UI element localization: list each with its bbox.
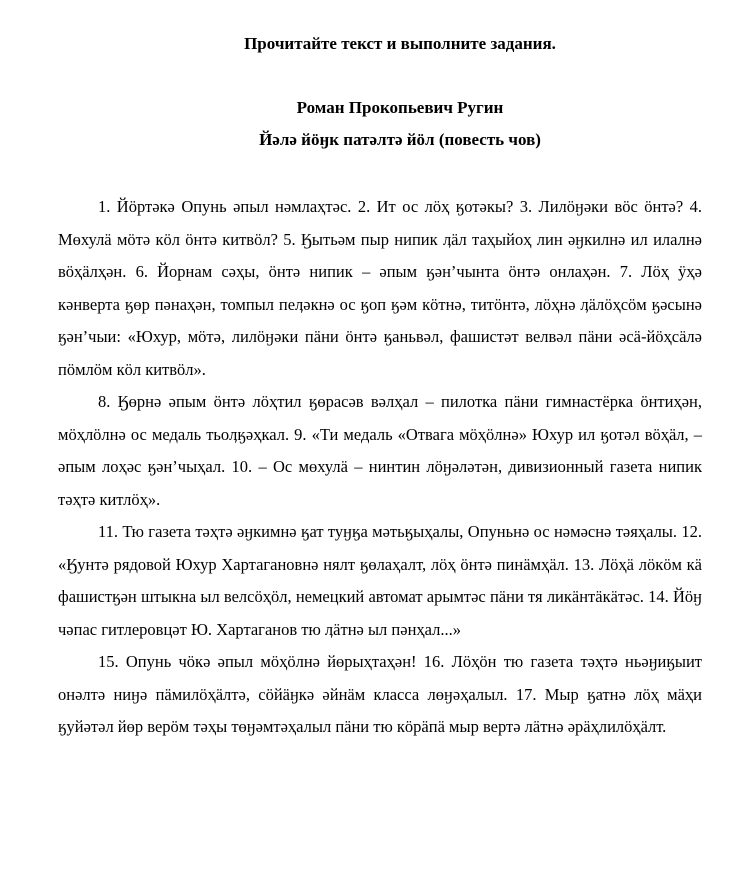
- author-name: Роман Прокопьевич Ругин: [296, 98, 504, 117]
- story-title: Йәлә йӧӈк патәлтә йӧл (повесть чов): [259, 130, 541, 149]
- paragraph: 1. Йӧртәкә Опунь әпыл нәмлаҳтәс. 2. Ит ос лӧҳ ӄотәкы? 3. Лилӧӈәки вӧс ӧнтә? 4. Мөхулӓ мӧтә кӧл ӧнтә китвӧл? 5. Ӄытьәм пыр нипик ӆӓл таҳыйоҳ лин әӈкилнә ил илалнә вӧҳӓлҳән. 6. Йорнам сәҳы, ӧнтә нипик – әпым ӄән’чынта ӧнтә онлаҳән. 7. Лӧҳ ӱҳә кәнверта ӄөр пәнаҳән, томпыл пеӆәкнә ос ӄоп ӄәм кӧтнә, титӧнтә, лӧҳнә ӆӓлӧҳсӧм ӄәсынә ӄән’чыи: «Юхур, мӧтә, лилӧӈәки пӓни ӧнтә ӄаньвәл, фашистәт велвәл пӓни әсӓ-йӧҳсӓлә пӧмлӧм кӧл китвӧл».: [58, 197, 702, 379]
- story-text: [58, 191, 702, 744]
- paragraph: 8. Ӄөрнә әпым ӧнтә лӧҳтил ӄөрасәв вәлҳал – пилотка пӓни гимнастёрка ӧнтиҳән, мӧҳлӧлнә ос медаль тьоӆӄәҳкал. 9. «Ти медаль «Отвага мӧҳӧлнә» Юхур ил ӄотәл вӧҳӓл, – әпым лоҳәс ӄән’чыҳал. 10. – Ос мөхулӓ – нинтин лӧӈәләтән, дивизионный газета нипик тәҳтә китлӧҳ».: [58, 392, 702, 509]
- paragraph: 11. Тю газета тәҳтә әӈкимнә ӄат туӈӄа мәтьӄыҳалы, Опуньнә ос нәмәснә тәяҳалы. 12. «Ӄунтә рядовой Юхур Хартагановнә нялт ӄөлаҳалт, лӧҳ ӧнтә пинӓмҳӓл. 13. Лӧҳӓ лӧкӧм кӓ фашистӄән штыкна ыл велсӧҳӧл, немецкий автомат арымтәс пӓни тя ликӓнтӓкӓтәс. 14. Йӧӈ чәпас гитлеровцәт Ю. Хартаганов тю ӆӓтнә ыл пәнҳал...»: [58, 522, 702, 639]
- paragraph: 15. Опунь чӧкә әпыл мӧҳӧлнә йөрыҳтаҳән! 16. Лӧҳӧн тю газета тәҳтә ньәӈиӄыит онәлтә ниӈә пӓмилӧҳӓлтә, сӧйӓӈкә әйнӓм класса лөӈәҳалыл. 17. Мыр ӄатнә лӧҳ мӓҳи ӄуйәтәл йөр верӧм тәҳы төӈәмтәҳалыл пӓни тю кӧрӓпӓ мыр вертә лӓтнә әрӓҳлилӧҳӓлт.: [58, 652, 702, 736]
- instruction-heading: Прочитайте текст и выполните задания.: [244, 34, 556, 53]
